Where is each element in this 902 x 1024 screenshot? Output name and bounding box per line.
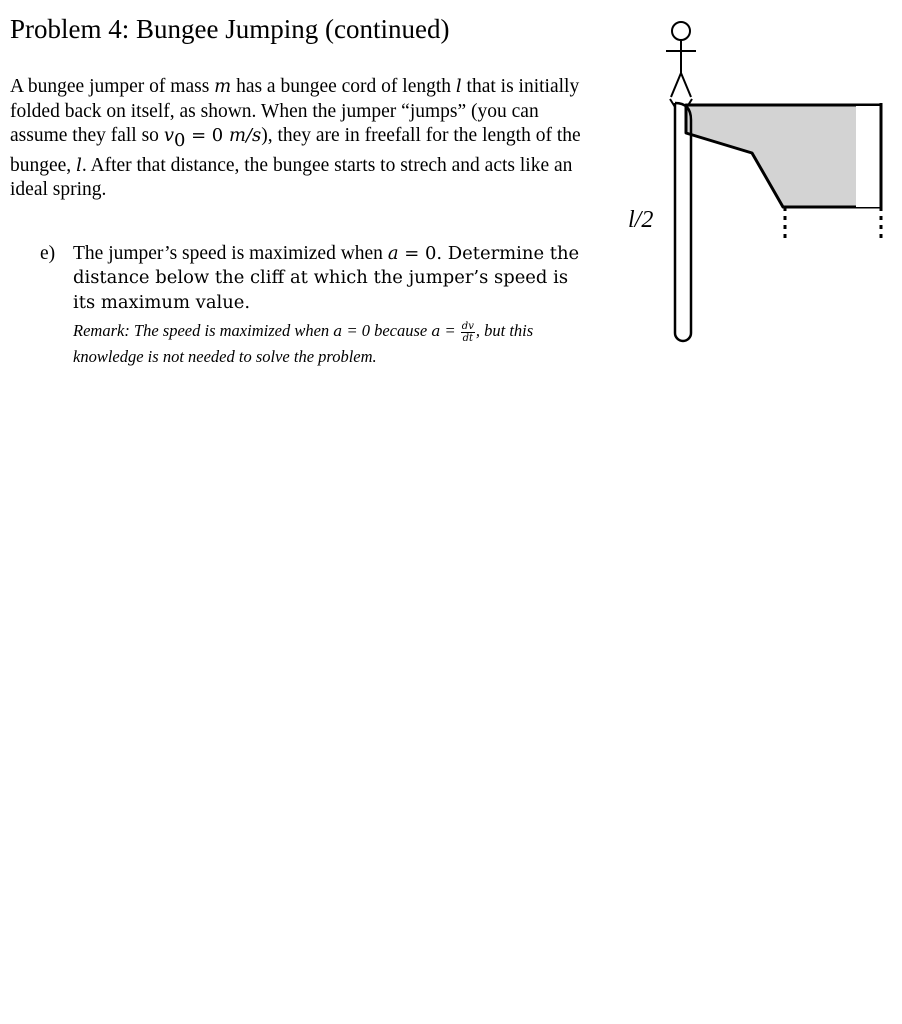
subscript-zero: 0 — [173, 130, 186, 152]
jumper-head — [672, 22, 690, 40]
var-mass: m — [214, 76, 232, 97]
var-velocity: v — [163, 125, 174, 147]
cliff-shape — [686, 105, 880, 207]
cliff — [686, 103, 881, 241]
var-length-2: l — [76, 154, 82, 176]
bungee-cord — [675, 103, 691, 341]
bungee-diagram — [620, 15, 890, 350]
fraction-dv-dt: $\frac{dv}{dt}$ — [461, 320, 474, 344]
remark-note: Remark: The speed is maximized when a = 0 because a = $\frac{dv}{dt}$ , but this knowledge is not needed to solve the problem. — [73, 320, 534, 366]
diagram-svg — [620, 15, 890, 350]
var-acceleration: a — [387, 243, 399, 264]
var-length: l — [455, 76, 462, 97]
page-title: Problem 4: Bungee Jumping (continued) — [10, 14, 450, 44]
unit-mps: m/s — [228, 125, 262, 147]
cliff-edge-gap — [856, 106, 881, 207]
jumper-leg-left — [671, 73, 681, 97]
half-length-label: l/2 — [628, 207, 654, 233]
intro-paragraph: A bungee jumper of mass m has a bungee cord of length l that is initially folded back on itself, as shown. When the jumper “jumps” (you can assume they fall so $v_0 = 0$ m/s), they are in freefall for the length of the bungee, l. After that distance, the bungee starts to strech and acts like an ideal spring. — [10, 76, 581, 201]
jumper-leg-right — [681, 73, 691, 97]
question-text: The jumper’s speed is maximized when a = 0. Determine the distance below the cliff at which the jumper’s speed is its maximum value. — [73, 243, 580, 313]
stick-figure — [666, 22, 696, 97]
part-letter: e) — [40, 243, 56, 264]
